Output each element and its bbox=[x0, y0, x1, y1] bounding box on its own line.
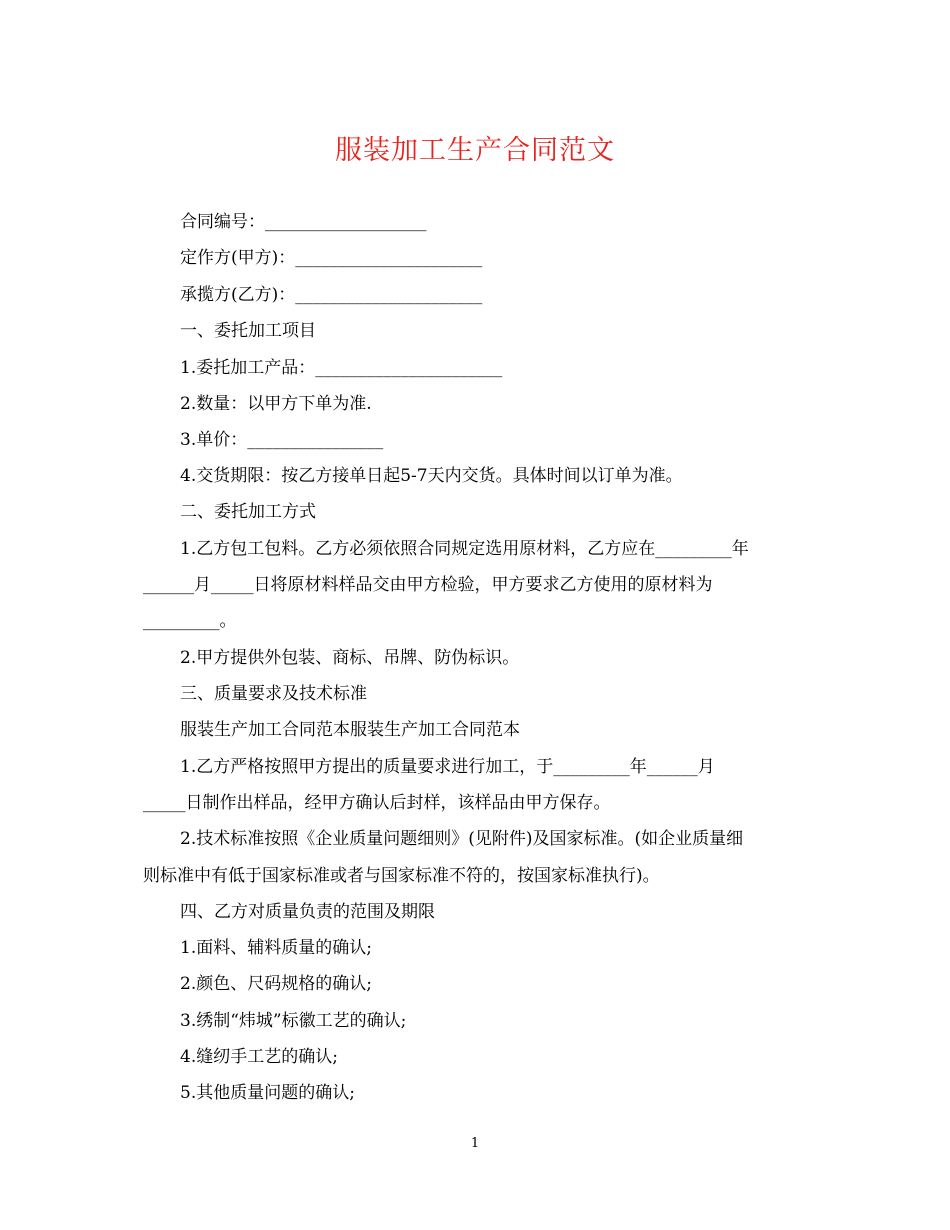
clause-line: 3.单价：________________ bbox=[180, 430, 384, 450]
clause-continuation-line: ______月_____日将原材料样品交由甲方检验，甲方要求乙方使用的原材料为 bbox=[143, 575, 713, 595]
party-b-line: 承揽方(乙方)：______________________ bbox=[180, 285, 483, 305]
section-heading-4: 四、乙方对质量负责的范围及期限 bbox=[180, 902, 435, 922]
clause-line: 3.绣制“炜城”标徽工艺的确认; bbox=[180, 1011, 407, 1031]
clause-line: 4.交货期限：按乙方接单日起5-7天内交货。具体时间以订单为准。 bbox=[180, 466, 683, 486]
watermark-text-line: 服装生产加工合同范本服装生产加工合同范本 bbox=[180, 720, 520, 740]
clause-line: 2.数量：以甲方下单为准. bbox=[180, 394, 372, 414]
section-heading-2: 二、委托加工方式 bbox=[180, 502, 316, 522]
clause-line: 1.乙方严格按照甲方提出的质量要求进行加工，于_________年______月 bbox=[180, 757, 715, 777]
clause-continuation-line: 则标准中有低于国家标准或者与国家标准不符的，按国家标准执行)。 bbox=[143, 866, 660, 886]
section-heading-3: 三、质量要求及技术标准 bbox=[180, 684, 367, 704]
clause-line: 4.缝纫手工艺的确认; bbox=[180, 1047, 338, 1067]
section-heading-1: 一、委托加工项目 bbox=[180, 321, 316, 341]
clause-line: 1.面料、辅料质量的确认; bbox=[180, 938, 372, 958]
clause-line: 2.颜色、尺码规格的确认; bbox=[180, 974, 372, 994]
clause-line: 1.乙方包工包料。乙方必须依照合同规定选用原材料，乙方应在_________年 bbox=[180, 539, 749, 559]
clause-line: 2.甲方提供外包装、商标、吊牌、防伪标识。 bbox=[180, 648, 520, 668]
clause-line: 1.委托加工产品：______________________ bbox=[180, 358, 503, 378]
clause-line: 2.技术标准按照《企业质量问题细则》(见附件)及国家标准。(如企业质量细 bbox=[180, 829, 744, 849]
page-number: 1 bbox=[470, 1136, 480, 1151]
clause-line: 5.其他质量问题的确认; bbox=[180, 1083, 355, 1103]
document-title: 服装加工生产合同范文 bbox=[335, 135, 615, 166]
clause-continuation-line: _________。 bbox=[143, 611, 237, 631]
party-a-line: 定作方(甲方)：______________________ bbox=[180, 248, 483, 268]
contract-number-line: 合同编号：___________________ bbox=[180, 212, 427, 232]
clause-continuation-line: _____日制作出样品，经甲方确认后封样，该样品由甲方保存。 bbox=[143, 793, 611, 813]
